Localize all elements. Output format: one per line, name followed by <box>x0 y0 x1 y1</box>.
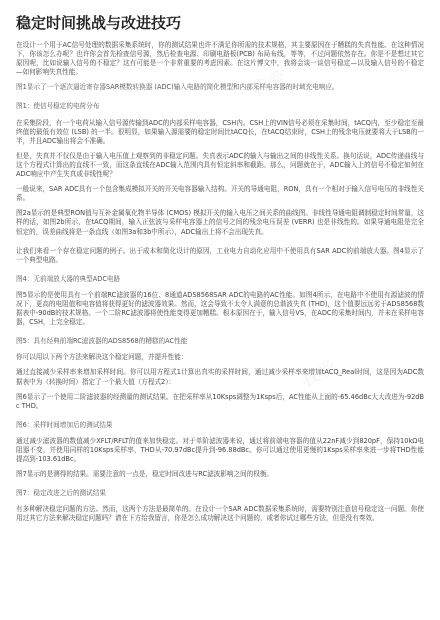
watermark: 我爱 <box>247 67 290 102</box>
paragraph: 图5显示的是使用具有一个前端RC滤波器的16位、8通道ADS8568SAR ADC的电路的AC性能。如图4所示，在电路中不使用有源滤波的情况下，更高的电阻值和电容值将获得更好的滤波器效果。然而，这会导致不太令人满意的总谐波失真 (THD)，这个值要远远劣于ADS8568数据表中-90dB的技术规格。一个二阶RC滤波器将使性能变得更加糟糕。根本原因在于，输入信号VS，在ADC的采集时间内，并未在采样电容器，CSH，上完全稳定。 <box>16 290 424 327</box>
paragraph: 图1显示了一个逐次逼近寄存器SAR模数转换器 (ADC)输入电路的简化模型和内部采样电容器的时域充电响应。 <box>16 83 339 92</box>
figure-caption: 图6：采样时间增加后的测试结果 <box>16 420 113 429</box>
paragraph: 你可以用以下两个方法来解决这个稳定问题，并提升性能： <box>16 353 188 362</box>
paragraph: 图2a显示的是典型RON值与互补金属氧化物半导体 (CMOS) 模拟开关的输入电压之间关系的曲线图。非线性导通电阻调制稳定时间常量，这样的话，如图2b所示，在tACQ期间，输入正弦波与采样电容器上的信号之间的残余电压误差 (VERR) 也是非线性的。如果导通电阻是完全恒定的，误差曲线将是一条直线（如图3a和3b中所示），ADC输出上将不会出现失真。 <box>16 209 425 236</box>
paragraph: 让我们来看一个存在稳定问题的例子。出于成本和简化设计的原因，工业电力自动化应用中不使用具有SAR ADC的前端放大器。图4显示了一个典型电路。 <box>16 246 424 264</box>
paragraph: 一般说来，SAR ADC具有一个包含集成模拟开关的开关电容器输入结构。开关的导通电阻，RON，具有一个相对于输入信号电压的非线性关系。 <box>16 185 424 203</box>
paragraph: 通过直接减少采样率来增加采样时间。你可以用方程式1计算出真实的采样时间，通过减少采样率来增加tACQ_Real时间，这是因为ADC数据表中为（转换时间）指定了一个最大值（方程式2）： <box>16 368 424 386</box>
intro-paragraph: 在设计一个用于AC信号处理的数据采集系统时，你的测试结果也许不满足你所需的技术规格，其主要原因在于糟糕的失真性能。在这种情况下，你该怎么办呢？也许你会首先检查信号源，然后检查电源、印刷电路板(PCB) 布局布线，等等，不过问题依然存在。你是不是想过其它原因呢，比如说输入信号的不稳定？这有可能是一个非常重要的考虑因素。在这片博文中，我将会谈一谈信号稳定—以及输入信号的不稳定—如何影响失真性能。 <box>16 41 424 77</box>
watermark: 我爱 <box>297 357 340 392</box>
paragraph: 但是，失真并不仅仅是由于输入电压值上观察到的非稳定问题。失真表示ADC的输入与输出之间的非线性关系。换句话说，ADC传递曲线与这个方程式计算出的直线不一致，而这条直线在ADC输入范围内具有恒定斜率和截距。那么，问题就在于，ADC输入上的信号不稳定如何在ADC响应中产生失真或非线性呢？ <box>16 151 424 179</box>
conclusion-paragraph: 有多种解决稳定问题的方法。然而，这两个方法是最简单的。在设计一个SAR ADC数据采集系统时，需要特别注意信号稳定这一问题。你使用过其它方法来解决稳定问题吗？请在下方给我留言，你是怎么成功解决这个问题的，或者你试过哪些方法，但是没有奏效。 <box>16 505 424 523</box>
paragraph: 图6显示了一个使用二阶滤波器的经测量的测试结果。在把采样率从10Ksps调整为1Ksps后，AC性能从上面的-65.46dBc大大改进为-92dBc THD。 <box>16 392 424 410</box>
figure-caption: 图1：使信号稳定的电荷分布 <box>16 102 100 111</box>
paragraph: 图7显示的是测得的结果。需要注意的一点是，稳定时间改进与RC滤波影响之间的权衡。 <box>16 470 274 479</box>
figure-caption: 图4：无前端放大器的典型ADC电路 <box>16 274 121 283</box>
article-title: 稳定时间挑战与改进技巧 <box>16 14 182 32</box>
figure-caption: 图5：具有经典前端RC滤波器的ADS8568的糟糕的AC性能 <box>16 337 188 346</box>
paragraph: 在采集阶段，有一个电荷从输入信号源传输到ADC的内部采样电容器，CSH内。CSH上的VIN信号必须在采集时间，tACQ内，至少稳定至最终值的最低有效位 (LSB) 的一半。很明显，如果输入源需要的稳定时间比tACQ长，在tACQ结束时，CSH上的残余电压就要将大于LSB的一半，并且ADC输出将会不准确。 <box>16 118 424 145</box>
paragraph: 通过减少滤波器的数值减少XFLT/RFLT的值来加快稳定。对于单阶滤波器来说，通过将前端电容器的值从22nF减少到820pF，保持10kΩ电阻器不变，并使用同样的10Ksps采样率，THD从-70.97dBc提升到-96.88dBc。你可以通过使用更慢的1Ksps采样率来进一步将THD性能提高到-103.61dBc。 <box>16 436 424 464</box>
figure-caption: 图7：稳定改进之后的测试结果 <box>16 489 106 498</box>
